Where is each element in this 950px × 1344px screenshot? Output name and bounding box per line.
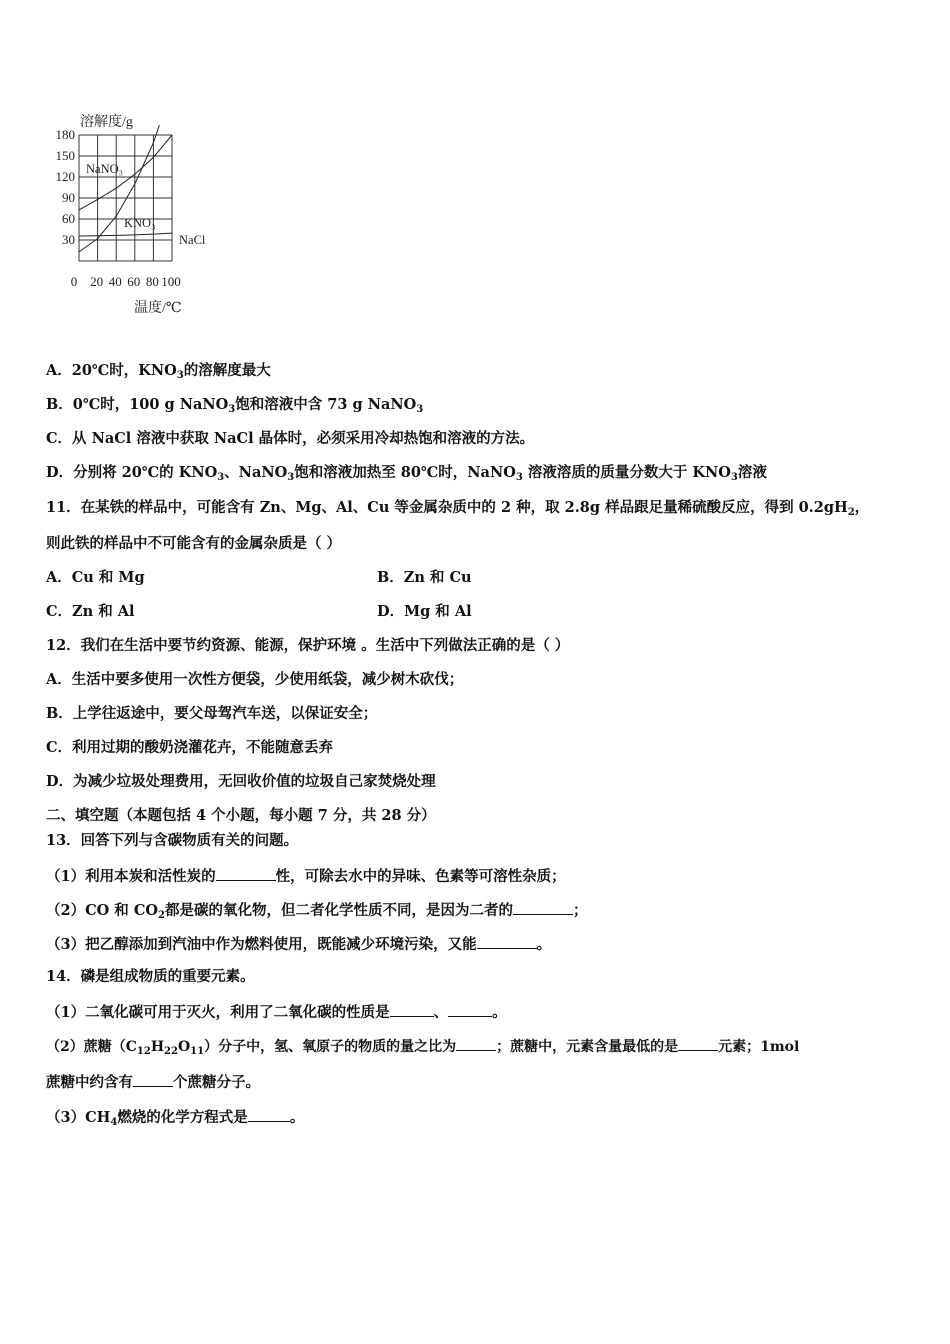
y-tick-label: 120: [55, 169, 75, 184]
kno3-curve: [79, 125, 159, 252]
series-curves: [79, 125, 172, 252]
q12-option-d: D．为减少垃圾处理费用，无回收价值的垃圾自己家焚烧处理: [46, 773, 436, 790]
q14-part-1: （1）二氧化碳可用于灭火，利用了二氧化碳的性质是 、 。: [46, 1004, 507, 1021]
q13-part-2: （2）CO 和 $CO_2$都是碳的氧化物，但二者化学性质不同，是因为二者的 ；: [46, 902, 588, 921]
y-tick-label: 60: [62, 211, 75, 226]
x-tick-label: 0: [70, 274, 78, 289]
answer-blank[interactable]: [477, 934, 537, 949]
y-tick-labels: [56, 127, 76, 247]
y-tick-label: 180: [55, 127, 75, 142]
answer-blank[interactable]: [678, 1036, 718, 1051]
y-tick-label: 90: [62, 190, 75, 205]
x-tick-labels: [71, 274, 181, 289]
section-heading: 二、填空题（本题包括 4 个小题，每小题 7 分，共 28 分）: [46, 807, 436, 824]
x-tick-label: 20: [90, 274, 104, 289]
q13-part-3: （3）把乙醇添加到汽油中作为燃料使用，既能减少环境污染，又能 。: [46, 936, 552, 953]
nacl-curve: [79, 233, 172, 236]
y-axis-title: 溶解度/g: [80, 115, 133, 130]
x-axis-title: 温度/℃: [134, 301, 182, 316]
q11-option-a: A．Cu 和 Mg: [46, 569, 145, 586]
q10-option-a: A．20℃时，$KNO_3$的溶解度最大: [46, 362, 271, 381]
q10-option-d: D．分别将 20℃的 $KNO_3$、NaNO$_3$饱和溶液加热至 80℃时，NaNO$_3$ 溶液溶质的质量分数大于 $KNO_3$溶液: [46, 464, 767, 483]
q13-stem: 13．回答下列与含碳物质有关的问题。: [46, 832, 299, 849]
x-tick-label: 40: [108, 274, 122, 289]
q14-part-3: $(3)CH_4$燃烧的化学方程式是 。: [46, 1109, 305, 1128]
q10-option-c: C．从 NaCl 溶液中获取 NaCl 晶体时，必须采用冷却热饱和溶液的方法。: [46, 430, 535, 447]
series-label-kno3: KNO₃: [124, 216, 156, 230]
q11-option-b: B．Zn 和 Cu: [377, 569, 472, 586]
q12-option-c: C．利用过期的酸奶浇灌花卉，不能随意丢弃: [46, 739, 334, 756]
answer-blank[interactable]: [448, 1002, 492, 1017]
q12-option-b: B．上学往返途中，要父母驾汽车送，以保证安全；: [46, 705, 378, 722]
series-label-nacl: NaCl: [179, 233, 206, 247]
series-label-nano3: NaNO₃: [86, 162, 123, 176]
q14-part-2-continued: 蔗糖中约含有 个蔗糖分子。: [46, 1074, 260, 1091]
q11-option-c: C．Zn 和 Al: [46, 603, 135, 620]
answer-blank[interactable]: [248, 1107, 290, 1122]
answer-blank[interactable]: [390, 1002, 434, 1017]
q11-stem: 11．在某铁的样品中，可能含有 Zn、Mg、Al、Cu 等金属杂质中的 2 种，取 2.8g 样品跟足量稀硫酸反应，得到 $0.2gH_2$，: [46, 499, 870, 518]
q13-part-1: （1）利用本炭和活性炭的 性，可除去水中的异味、色素等可溶性杂质；: [46, 868, 566, 885]
answer-blank[interactable]: [513, 900, 573, 915]
q14-part-2: （2）蔗糖$(C_{12}H_{22}O_{11})$分子中，氢、氧原子的物质的量之比为 ；蔗糖中，元素含量最低的是 元素；1mol: [46, 1036, 799, 1061]
q10-option-b: B．0℃时，100 g NaNO$_3$饱和溶液中含 73 g NaNO$_3$: [46, 396, 424, 415]
q14-stem: 14．磷是组成物质的重要元素。: [46, 968, 255, 985]
answer-blank[interactable]: [456, 1036, 496, 1051]
y-tick-label: 30: [62, 232, 75, 247]
y-tick-label: 150: [55, 148, 75, 163]
x-tick-label: 100: [161, 274, 181, 289]
q12-stem: 12．我们在生活中要节约资源、能源，保护环境 。生活中下列做法正确的是（ ）: [46, 637, 570, 654]
x-tick-label: 80: [145, 274, 159, 289]
answer-blank[interactable]: [133, 1072, 173, 1087]
q12-option-a: A．生活中要多使用一次性方便袋，少使用纸袋，减少树木砍伐；: [46, 671, 464, 688]
answer-blank[interactable]: [216, 866, 276, 881]
x-tick-label: 60: [127, 274, 141, 289]
q11-stem-continued: 则此铁的样品中不可能含有的金属杂质是（ ）: [46, 535, 342, 552]
solubility-chart: [40, 105, 230, 320]
q11-option-d: D．Mg 和 Al: [377, 603, 472, 620]
